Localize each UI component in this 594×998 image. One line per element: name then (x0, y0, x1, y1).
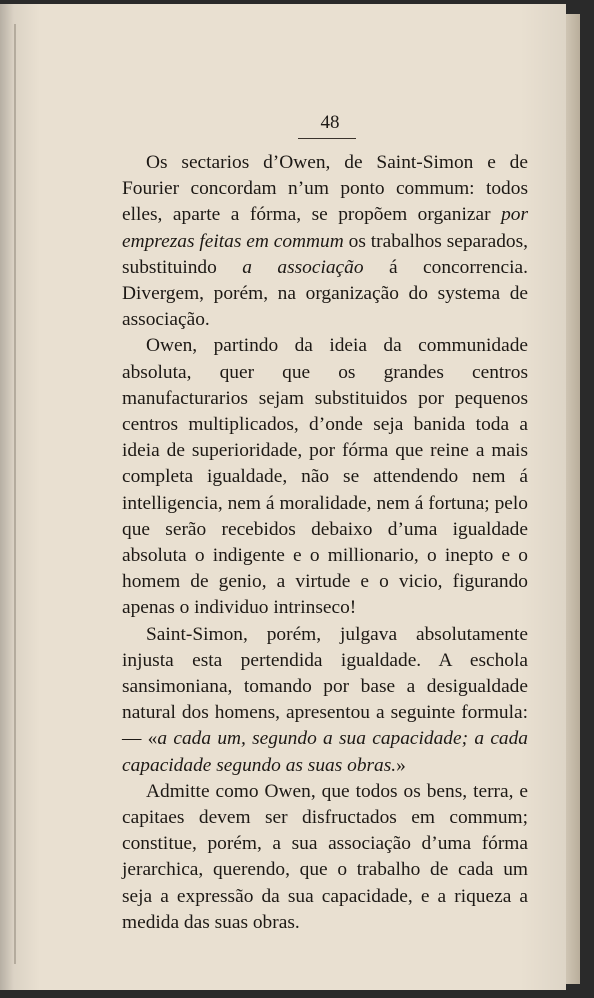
text-run: á concorrencia. Divergem, porém, na organização do systema de associação. (122, 256, 528, 331)
text-run: Saint-Simon, porém, julgava absolutamente injusta esta pertendida igualdade. A eschola sansimoniana, tomando por base a desigualdade natural dos homens, apresentou a seguinte formula: — « (122, 623, 528, 750)
page-edge (566, 14, 580, 984)
paragraph-3 (122, 622, 528, 779)
page-number: 48 (320, 112, 340, 133)
text-run: » (396, 754, 406, 776)
text-run: os trabalhos separados, substituindo (122, 230, 528, 278)
body-text (122, 150, 528, 936)
italic-run: a cada um, segundo a sua capacidade; a cada capacidade segundo as suas obras. (122, 728, 529, 776)
italic-run: a associação (242, 256, 364, 278)
paragraph-2 (122, 333, 528, 621)
italic-run: por emprezas feitas em commum (122, 204, 528, 252)
header-rule (298, 138, 356, 139)
paragraph-4 (122, 779, 528, 936)
text-run: Os sectarios d’Owen, de Saint-Simon e de Fourier concordam n’um ponto commum: todos elles, aparte a fórma, se propõem organizar (122, 152, 528, 226)
text-run: Owen, partindo da ideia da communidade absoluta, quer que os grandes centros manufacturarios sejam substituidos por pequenos centros multiplicados, d’onde seja banida toda a ideia de superioridade, por fórma que reine a mais completa igualdade, não se attendendo nem á intelligencia, nem á moralidade, nem á fortuna; pelo que serão recebidos debaixo d’uma igualdade absoluta o indigente e o millionario, o inepto e o homem de genio, a virtude e o vicio, figurando apenas o individuo intrinseco! (122, 335, 528, 619)
text-run: Admitte como Owen, que todos os bens, terra, e capitaes devem ser disfructados em commum; constitue, porém, a sua associação d’uma fórma jerarchica, querendo, que o trabalho de cada um seja a expressão da sua capacidade, e a riqueza a medida das suas obras. (122, 780, 528, 933)
paragraph-1 (122, 150, 528, 333)
book-page (0, 4, 566, 990)
binding-gutter (14, 24, 16, 964)
